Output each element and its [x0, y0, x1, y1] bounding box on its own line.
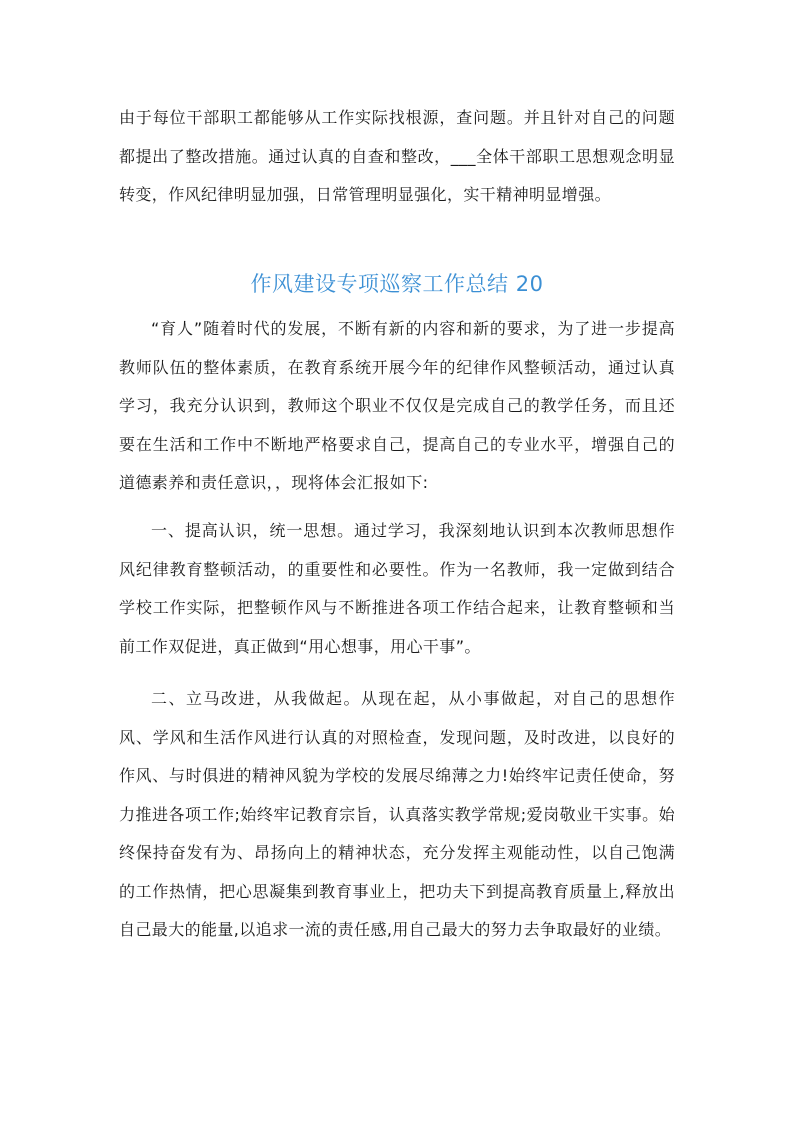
- section-title: 作风建设专项巡察工作总结 20: [250, 272, 544, 296]
- body-paragraph-point-2: 二、立马改进，从我做起。从现在起，从小事做起，对自己的思想作风、学风和生活作风进行认真的对照检查，发现问题，及时改进，以良好的作风、与时俱进的精神风貌为学校的发展尽绵薄之力!始终牢记责任使命，努力推进各项工作;始终牢记教育宗旨，认真落实教学常规;爱岗敬业干实事。始终保持奋发有为、昂扬向上的精神状态，充分发挥主观能动性，以自己饱满的工作热情，把心思凝集到教育事业上，把功夫下到提高教育质量上,释放出自己最大的能量,以追求一流的责任感,用自己最大的努力去争取最好的业绩。: [119, 689, 675, 939]
- body-paragraph-intro: “育人”随着时代的发展，不断有新的内容和新的要求，为了进一步提高教师队伍的整体素质，在教育系统开展今年的纪律作风整顿活动，通过认真学习，我充分认识到，教师这个职业不仅仅是完成自己的教学任务，而且还要在生活和工作中不断地严格要求自己，提高自己的专业水平，增强自己的道德素养和责任意识，，现将体会汇报如下:: [119, 319, 675, 492]
- body-paragraph-continued: 由于每位干部职工都能够从工作实际找根源，查问题。并且针对自己的问题都提出了整改措施。通过认真的自查和整改，___全体干部职工思想观念明显转变，作风纪律明显加强，日常管理明显强化，实干精神明显增强。: [119, 108, 675, 204]
- body-paragraph-point-1: 一、提高认识，统一思想。通过学习，我深刻地认识到本次教师思想作风纪律教育整顿活动，的重要性和必要性。作为一名教师，我一定做到结合学校工作实际，把整顿作风与不断推进各项工作结合起来，让教育整顿和当前工作双促进，真正做到“用心想事，用心干事”。: [119, 521, 675, 656]
